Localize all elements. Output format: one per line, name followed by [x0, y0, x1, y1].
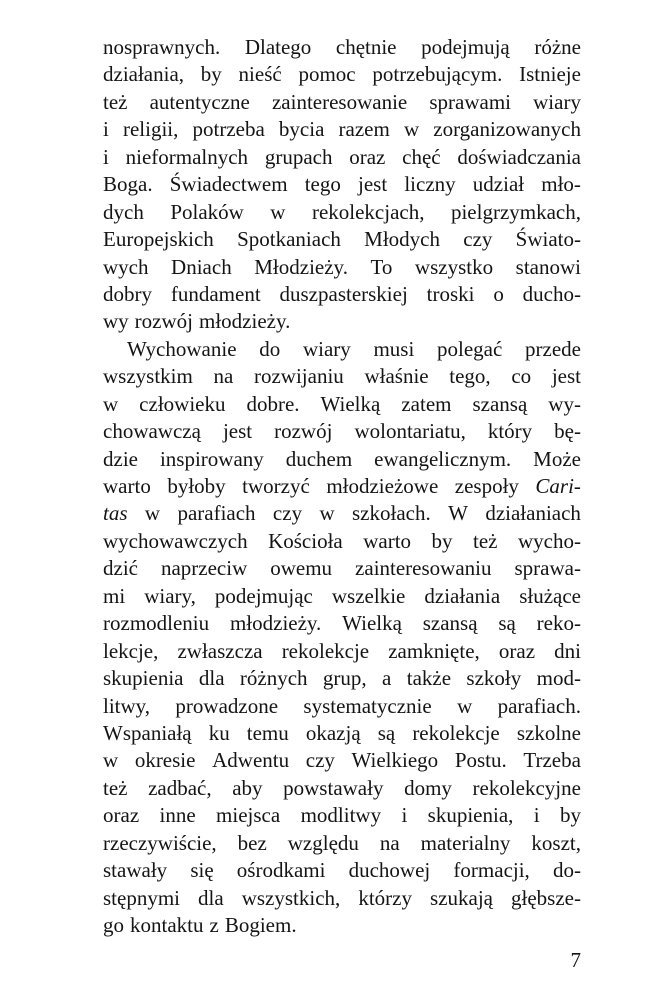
text-line [103, 665, 581, 692]
body-text [103, 34, 581, 939]
text-line [103, 89, 581, 116]
word: są [377, 720, 396, 745]
word: zespoły [454, 474, 519, 498]
word: rozwój [274, 419, 333, 444]
word: nieformalnych [125, 144, 249, 169]
word: rozmodleniu [103, 611, 210, 636]
word: są [498, 611, 516, 636]
text-line [103, 775, 581, 802]
text-line [103, 281, 581, 308]
word: dzić [103, 556, 138, 581]
text-line [103, 555, 581, 582]
word: Kościoła [268, 528, 343, 553]
word: domy [404, 775, 452, 800]
word: Trzeba [523, 748, 581, 773]
text-line [103, 528, 581, 555]
word: czy [463, 227, 493, 252]
word: dzie [103, 446, 138, 471]
word: czy [305, 748, 335, 773]
word: mi [103, 583, 126, 608]
word: bez [237, 830, 267, 855]
text-line [103, 61, 581, 88]
word: w [457, 693, 473, 718]
text-line [103, 308, 581, 335]
word: szansą [472, 391, 528, 416]
word: inspirowany [159, 446, 264, 471]
word: litwy, [103, 693, 151, 718]
word: podejmują [421, 35, 510, 59]
word: tas [103, 501, 128, 526]
word: wiary, [144, 583, 196, 608]
word: zwłaszcza [177, 638, 263, 663]
word: szukają [430, 885, 493, 910]
word: warto [103, 474, 151, 498]
word: stanowi [515, 254, 581, 279]
word: rzeczywiście, [103, 830, 217, 855]
word: na [379, 830, 400, 855]
word: z [209, 913, 219, 937]
text-line [103, 144, 581, 171]
word: wy- [548, 391, 581, 416]
text-line [103, 226, 581, 253]
text-line [103, 199, 581, 226]
text-line [103, 254, 581, 281]
text-line [103, 857, 581, 884]
word: zadbać, [148, 775, 212, 800]
word: Wielką [320, 391, 381, 416]
word: potrzebującym. [372, 62, 503, 87]
word: grup, [322, 666, 367, 691]
word: Wychowanie [127, 336, 237, 361]
word: skupienia [103, 666, 184, 691]
text-line [103, 638, 581, 665]
word: dla [198, 885, 224, 910]
page-number: 7 [570, 948, 581, 972]
word: zatem [401, 391, 452, 416]
text-line [103, 583, 581, 610]
word: grupach [264, 144, 333, 169]
word: dych [103, 199, 144, 224]
word: koszt, [531, 830, 581, 855]
word: udział [472, 172, 525, 197]
word: okresie [134, 748, 196, 773]
word: formacji, [453, 858, 530, 883]
word: szkoły [466, 666, 522, 691]
word: rekolekcjach, [311, 199, 425, 224]
word: szansą [422, 611, 478, 636]
word: mod- [536, 666, 581, 691]
word: głębsze- [511, 885, 581, 910]
word: W [448, 501, 468, 526]
word: tego, [449, 364, 491, 389]
word: chętnie [335, 35, 397, 59]
word: młodzieży. [199, 309, 291, 334]
word: bę- [554, 419, 581, 444]
word: wszystkim [103, 364, 193, 389]
word: który [487, 419, 533, 444]
word: zainteresowaniu [355, 556, 492, 581]
word: fundament [170, 281, 261, 306]
word: reko- [536, 611, 581, 636]
word: w [319, 501, 335, 526]
word: dni [554, 638, 581, 663]
text-line [103, 418, 581, 445]
word: duchem [285, 446, 353, 471]
word: rozwój [134, 309, 193, 334]
word: chowawczą [103, 419, 201, 444]
word: Młodych [364, 227, 440, 252]
word: a [382, 666, 392, 691]
word: Świadectwem [169, 172, 288, 197]
word: ewangelicznym. [374, 446, 512, 471]
word: polegać [437, 336, 503, 361]
text-line [103, 473, 581, 500]
word: czy [272, 501, 303, 526]
word: także [406, 666, 452, 691]
word: do- [552, 858, 581, 883]
text-line [103, 336, 581, 363]
word: się [190, 858, 214, 883]
word: młodzieżowe [326, 474, 439, 498]
word: zamknięte, [388, 638, 480, 663]
word: zainteresowanie [271, 89, 408, 114]
word: nieść [238, 62, 282, 87]
word: w [103, 748, 119, 773]
word: też [103, 89, 128, 114]
word: Młodzieży. [254, 254, 348, 279]
word: To [370, 254, 393, 279]
word: rekolekcje [412, 720, 500, 745]
word: działania [424, 583, 501, 608]
word: Postu. [454, 748, 507, 773]
word: podejmując [214, 583, 313, 608]
word: go [103, 913, 124, 937]
word: parafiach. [497, 693, 581, 718]
word: wycho- [518, 528, 581, 553]
word: prowadzone [175, 693, 279, 718]
word: wszystkich, [241, 885, 341, 910]
word: Wielką [342, 611, 402, 636]
word: miejsca [216, 803, 281, 828]
text-line [103, 720, 581, 747]
word: stawały [103, 858, 168, 883]
word: dobre. [246, 391, 300, 416]
word: człowieku [139, 391, 226, 416]
word: wiary [533, 89, 581, 114]
word: działania, [103, 62, 185, 87]
word: wszelkie [331, 583, 406, 608]
word: rekolekcje [281, 638, 370, 663]
word: kontaktu [130, 913, 204, 937]
word: ku [208, 720, 230, 745]
word: by [200, 62, 222, 87]
word: materialny [420, 830, 511, 855]
word: ośrodkami [236, 858, 326, 883]
word: Może [533, 446, 581, 471]
word: różne [534, 35, 581, 59]
word: Bogiem. [224, 913, 297, 937]
word: chęć [402, 144, 441, 169]
text-line [103, 34, 581, 61]
word: i [103, 144, 109, 169]
word: sprawa- [514, 556, 581, 581]
word: Dlatego [244, 35, 312, 59]
word: też [473, 528, 498, 553]
word: Wspaniałą [103, 720, 192, 745]
word: na [213, 364, 234, 389]
text-line [103, 363, 581, 390]
word: Dniach [171, 254, 232, 279]
word: wszystko [414, 254, 494, 279]
text-line [103, 610, 581, 637]
word: młodzieży. [229, 611, 322, 636]
word: i [533, 803, 540, 828]
word: którzy [358, 885, 412, 910]
word: naprzeciw [160, 556, 248, 581]
word: do [259, 336, 281, 361]
word: tego [304, 172, 341, 197]
word: co [511, 364, 532, 389]
word: systematycznie [303, 693, 432, 718]
word: względu [287, 830, 359, 855]
word: wolontariatu, [354, 419, 466, 444]
word: stępnymi [103, 885, 180, 910]
word: oraz [349, 144, 386, 169]
word: autentyczne [149, 89, 250, 114]
word: zorganizowanych [433, 117, 581, 142]
word: w [103, 391, 119, 416]
word: okazją [305, 720, 361, 745]
word: doświadczania [457, 144, 581, 169]
word: duszpasterskiej [279, 281, 408, 306]
word: rozwijaniu [253, 364, 344, 389]
word: modlitwy [300, 803, 382, 828]
word: by [431, 528, 453, 553]
word: oraz [498, 638, 536, 663]
word: warto [363, 528, 412, 553]
text-line [103, 912, 581, 939]
word: szkolne [516, 720, 581, 745]
word: Adwentu [212, 748, 290, 773]
word: wiary [302, 336, 351, 361]
word: właśnie [364, 364, 429, 389]
word: Cari- [535, 474, 581, 498]
word: wychowawczych [103, 528, 248, 553]
word: Spotkaniach [237, 227, 341, 252]
text-line [103, 171, 581, 198]
word: dobry [103, 281, 152, 306]
word: Świato- [515, 227, 581, 252]
word: inne [159, 803, 196, 828]
text-line [103, 802, 581, 829]
word: różnych [239, 666, 308, 691]
word: Polaków [170, 199, 244, 224]
word: dla [198, 666, 225, 691]
word: w [403, 117, 420, 142]
word: pomoc [298, 62, 356, 87]
word: potrzeba [192, 117, 265, 142]
text-line [103, 116, 581, 143]
text-line [103, 446, 581, 473]
word: by [560, 803, 581, 828]
word: temu [246, 720, 289, 745]
word: parafiach [177, 501, 256, 526]
text-line [103, 885, 581, 912]
word: o [493, 281, 504, 306]
text-line [103, 693, 581, 720]
word: ducho- [522, 281, 581, 306]
word: skupienia, [427, 803, 514, 828]
word: w [144, 501, 161, 526]
word: owemu [270, 556, 333, 581]
word: służące [519, 583, 581, 608]
word: wych [103, 254, 149, 279]
word: jest [358, 172, 388, 197]
word: bycia [278, 117, 325, 142]
word: Istnieje [519, 62, 581, 87]
word: razem [338, 117, 390, 142]
text-line [103, 391, 581, 418]
word: szkołach. [352, 501, 431, 526]
word: Europejskich [103, 227, 214, 252]
word: Boga. [103, 172, 153, 197]
word: troski [426, 281, 475, 306]
word: byłoby [167, 474, 226, 498]
text-line [103, 747, 581, 774]
word: liczny [404, 172, 456, 197]
word: i [401, 803, 408, 828]
word: Wielkiego [351, 748, 439, 773]
word: powstawały [283, 775, 384, 800]
word: sprawami [429, 89, 512, 114]
word: jest [222, 419, 253, 444]
word: lekcje, [103, 638, 159, 663]
word: mło- [541, 172, 581, 197]
word: wy [103, 309, 129, 334]
word: nosprawnych. [103, 35, 221, 59]
word: i [103, 117, 109, 142]
word: tworzyć [242, 474, 310, 498]
text-line [103, 830, 581, 857]
word: w [270, 199, 286, 224]
word: oraz [103, 803, 140, 828]
word: musi [373, 336, 415, 361]
word: aby [232, 775, 263, 800]
word: działaniach [485, 501, 581, 526]
word: duchowej [348, 858, 431, 883]
word: przede [525, 336, 581, 361]
word: religii, [122, 117, 179, 142]
word: jest [551, 364, 581, 389]
text-line [103, 500, 581, 527]
word: też [103, 775, 128, 800]
word: pielgrzymkach, [450, 199, 581, 224]
word: rekolekcyjne [472, 775, 581, 800]
